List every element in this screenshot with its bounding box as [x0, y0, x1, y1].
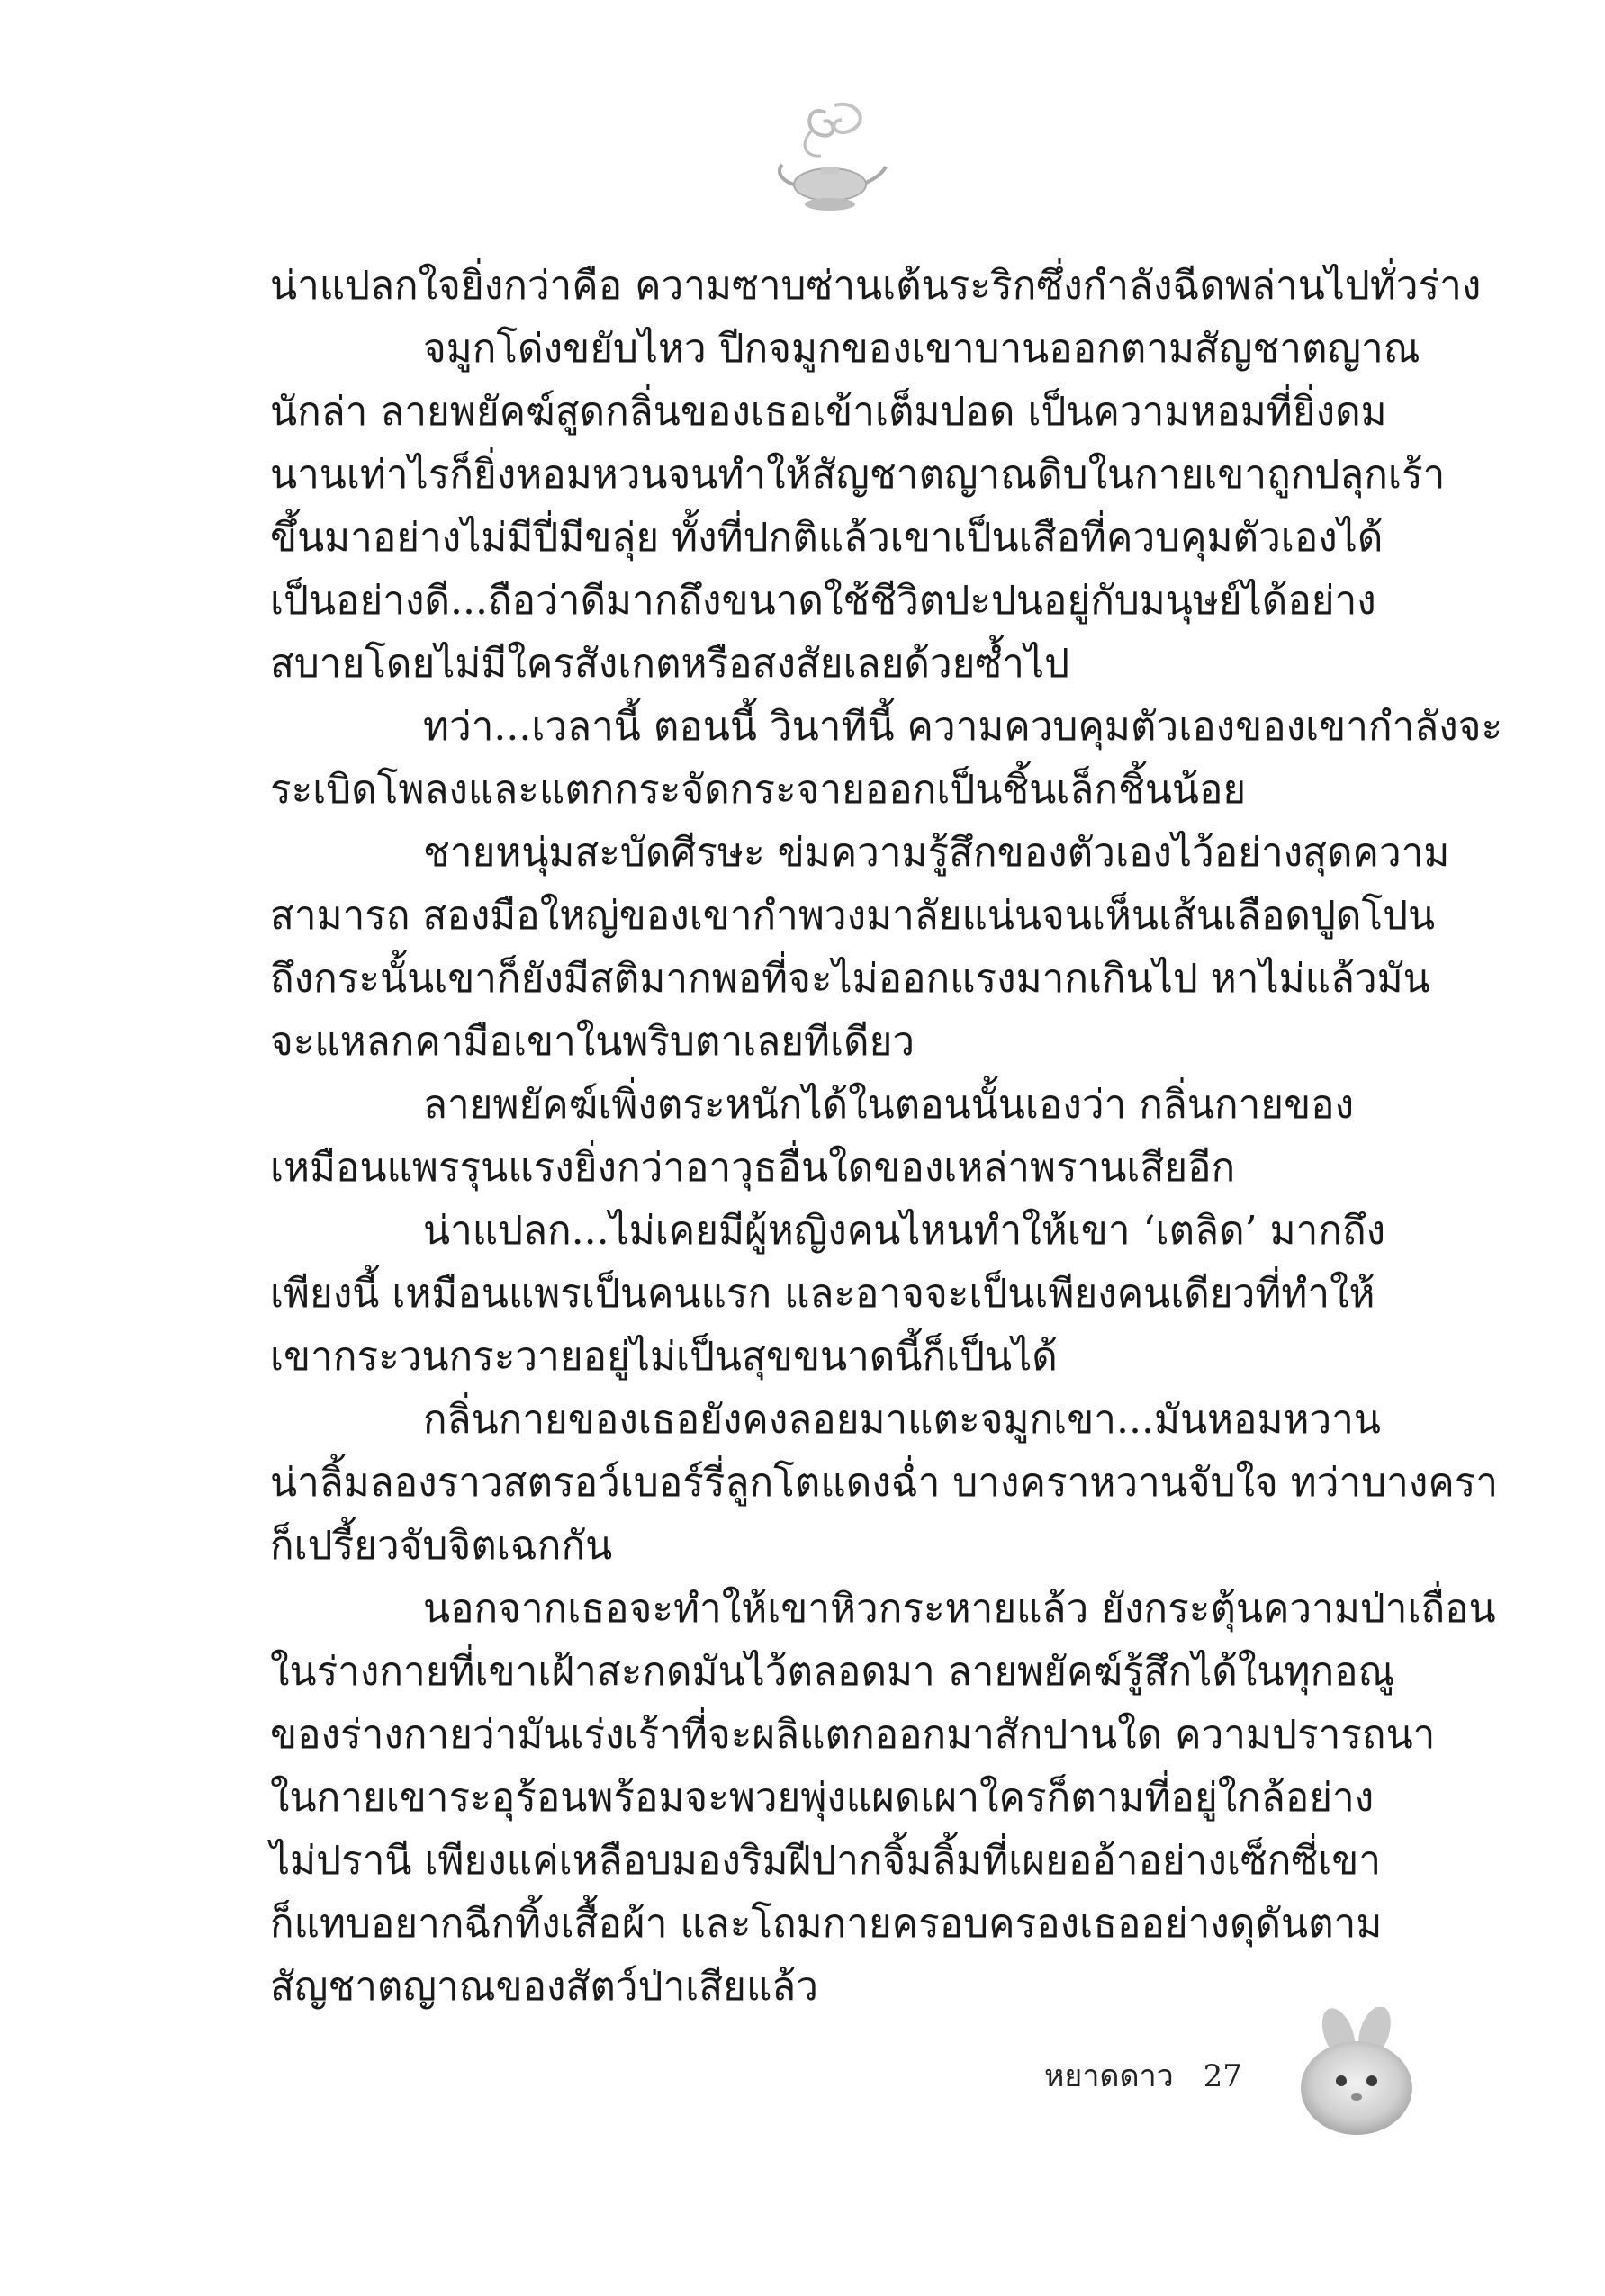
text-line: สัญชาตญาณของสัตว์ป่าเสียแล้ว [270, 1964, 818, 2010]
text-line: น่าลิ้มลองราวสตรอว์เบอร์รี่ลูกโตแดงฉ่ำ บางคราหวานจับใจ ทว่าบางครา [270, 1460, 1499, 1506]
text-line: สามารถ สองมือใหญ่ของเขากำพวงมาลัยแน่นจนเห็นเส้นเลือดปูดโปน [270, 893, 1436, 939]
text-line: ก็เปรี้ยวจับจิตเฉกกัน [270, 1523, 613, 1569]
text-line: ลายพยัคฆ์เพิ่งตระหนักได้ในตอนนั้นเองว่า กลิ่นกายของ [423, 1082, 1355, 1128]
text-line: ทว่า...เวลานี้ ตอนนี้ วินาทีนี้ ความควบคุมตัวเองของเขากำลังจะ [423, 704, 1503, 750]
genie-lamp-icon [771, 95, 888, 221]
text-line: สบายโดยไม่มีใครสังเกตหรือสงสัยเลยด้วยซ้ำไป [270, 641, 1070, 687]
text-line: น่าแปลกใจยิ่งกว่าคือ ความซาบซ่านเต้นระริกซึ่งกำลังฉีดพล่านไปทั่วร่าง [270, 263, 1482, 309]
text-line: ชายหนุ่มสะบัดศีรษะ ข่มความรู้สึกของตัวเองไว้อย่างสุดความ [423, 830, 1450, 876]
text-line: นานเท่าไรก็ยิ่งหอมหวนจนทำให้สัญชาตญาณดิบในกายเขาถูกปลุกเร้า [270, 452, 1446, 498]
text-line: ในร่างกายที่เขาเฝ้าสะกดมันไว้ตลอดมา ลายพยัคฆ์รู้สึกได้ในทุกอณู [270, 1649, 1395, 1695]
text-line: เป็นอย่างดี...ถือว่าดีมากถึงขนาดใช้ชีวิตปะปนอยู่กับมนุษย์ได้อย่าง [270, 578, 1376, 624]
text-line: ถึงกระนั้นเขาก็ยังมีสติมากพอที่จะไม่ออกแรงมากเกินไป หาไม่แล้วมัน [270, 956, 1430, 1002]
rabbit-photo-icon [1289, 2007, 1424, 2138]
story-body [270, 255, 1503, 2019]
author-name: หยาดดาว [1044, 2058, 1174, 2094]
text-line: ไม่ปรานี เพียงแค่เหลือบมองริมฝีปากจิ้มลิ้มที่เผยออ้าอย่างเซ็กซี่เขา [270, 1838, 1382, 1884]
text-line: น่าแปลก...ไม่เคยมีผู้หญิงคนไหนทำให้เขา ‘เตลิด’ มากถึง [423, 1208, 1386, 1254]
text-line: เพียงนี้ เหมือนแพรเป็นคนแรก และอาจจะเป็นเพียงคนเดียวที่ทำให้ [270, 1271, 1375, 1317]
text-line: เขากระวนกระวายอยู่ไม่เป็นสุขขนาดนี้ก็เป็นได้ [270, 1334, 1058, 1380]
text-line: กลิ่นกายของเธอยังคงลอยมาแตะจมูกเขา...มันหอมหวาน [423, 1397, 1381, 1443]
text-line: ของร่างกายว่ามันเร่งเร้าที่จะผลิแตกออกมาสักปานใด ความปรารถนา [270, 1712, 1436, 1758]
text-line: จมูกโด่งขยับไหว ปีกจมูกของเขาบานออกตามสัญชาตญาณ [423, 326, 1420, 372]
text-line: เหมือนแพรรุนแรงยิ่งกว่าอาวุธอื่นใดของเหล่าพรานเสียอีก [270, 1145, 1236, 1191]
page-footer [1044, 2049, 1242, 2103]
text-line: จะแหลกคามือเขาในพริบตาเลยทีเดียว [270, 1019, 915, 1065]
text-line: นักล่า ลายพยัคฆ์สูดกลิ่นของเธอเข้าเต็มปอด เป็นความหอมที่ยิ่งดม [270, 389, 1387, 435]
text-line: ก็แทบอยากฉีกทิ้งเสื้อผ้า และโถมกายครอบครองเธออย่างดุดันตาม [270, 1901, 1383, 1947]
text-line: ขึ้นมาอย่างไม่มีปี่มีขลุ่ย ทั้งที่ปกติแล้วเขาเป็นเสือที่ควบคุมตัวเองได้ [270, 515, 1384, 561]
text-line: ระเบิดโพลงและแตกกระจัดกระจายออกเป็นชิ้นเล็กชิ้นน้อย [270, 767, 1247, 813]
text-line: นอกจากเธอจะทำให้เขาหิวกระหายแล้ว ยังกระตุ้นความป่าเถื่อน [423, 1586, 1496, 1632]
page-number: 27 [1203, 2058, 1242, 2094]
text-line: ในกายเขาระอุร้อนพร้อมจะพวยพุ่งแผดเผาใครก็ตามที่อยู่ใกล้อย่าง [270, 1775, 1375, 1821]
